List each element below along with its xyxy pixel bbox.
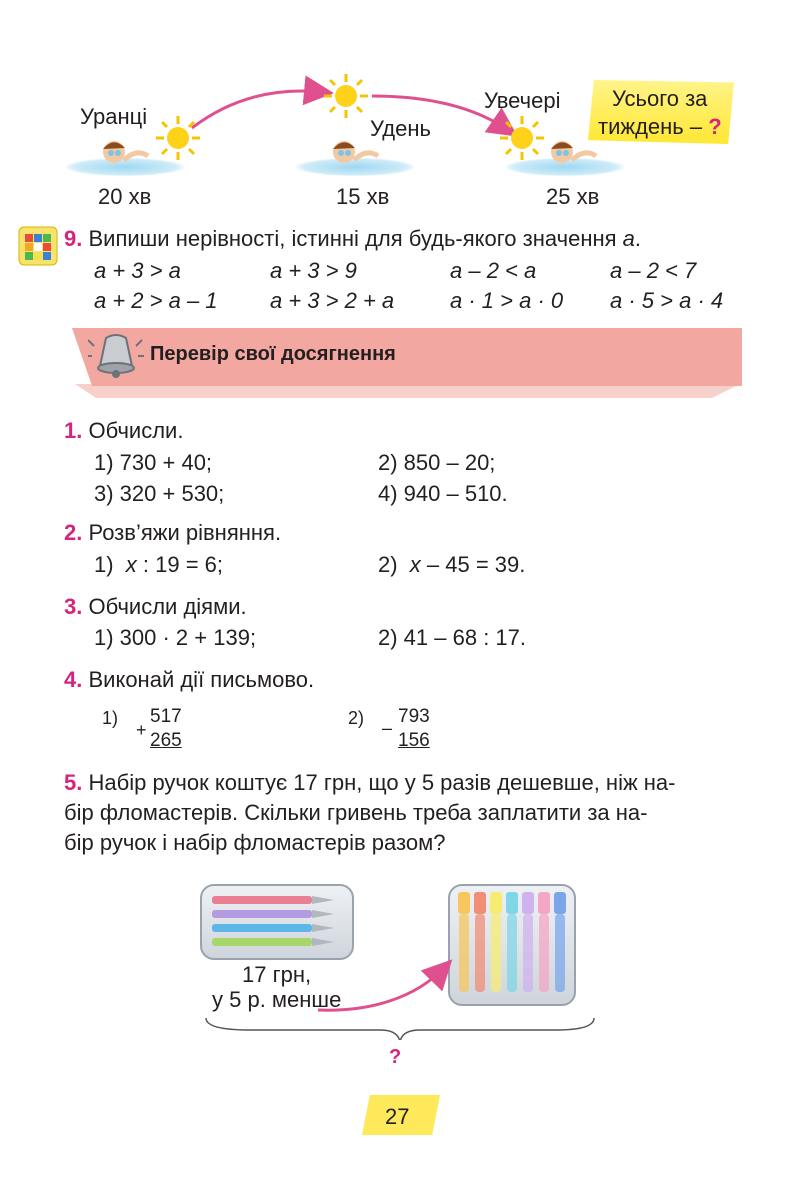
task1-item: 2) 850 – 20; <box>378 450 496 475</box>
task3-item: 2) 41 – 68 : 17. <box>378 625 526 650</box>
inequality: а · 1 > а · 0 <box>450 288 564 313</box>
evening-time: 25 хв <box>546 184 600 209</box>
marker-cap <box>522 892 534 914</box>
column-calc-2-label: 2) <box>348 708 365 728</box>
task1-heading: 1. Обчисли. <box>64 418 184 443</box>
banner-title: Перевір свої досягнення <box>150 343 396 365</box>
swimmer-icon <box>92 134 152 174</box>
pen-tip <box>312 938 334 946</box>
pen-tip <box>312 910 334 918</box>
pens-set-image <box>200 884 354 960</box>
marker-cap <box>538 892 550 914</box>
equation-1: 1) x : 19 = 6; <box>94 552 224 577</box>
column-calc-1-op: + <box>136 720 147 740</box>
column-calc-1-label: 1) <box>102 708 119 728</box>
pen <box>212 938 312 946</box>
inequality: а · 5 > а · 4 <box>610 288 724 313</box>
page-number: 27 <box>385 1104 410 1129</box>
column-calc-2-bottom: 156 <box>398 730 430 751</box>
marker-cap <box>490 892 502 914</box>
marker-cap <box>506 892 518 914</box>
task1-item: 4) 940 – 510. <box>378 481 508 506</box>
pen <box>212 910 312 918</box>
morning-time: 20 хв <box>98 184 152 209</box>
morning-label: Уранці <box>80 104 148 129</box>
inequality: а – 2 < а <box>450 258 537 283</box>
task3-heading: 3. Обчисли діями. <box>64 594 247 619</box>
pen <box>212 896 312 904</box>
marker-cap <box>458 892 470 914</box>
sun-icon <box>322 72 370 120</box>
pens-caption-1: 17 грн, <box>242 962 312 987</box>
column-calc-1-bottom: 265 <box>150 730 182 751</box>
pen <box>212 924 312 932</box>
task1-item: 3) 320 + 530; <box>94 481 225 506</box>
arrow-morning-to-day <box>192 91 322 128</box>
pen-tip <box>312 924 334 932</box>
column-calc-1-top: 517 <box>150 706 182 727</box>
day-time: 15 хв <box>336 184 390 209</box>
total-brace <box>206 1018 594 1040</box>
banner-shadow <box>40 384 740 398</box>
pens-drawing <box>202 886 352 958</box>
bell-icon <box>88 330 144 382</box>
task5-line2: бір фломастерів. Скільки гривень треба заплатити за на- <box>64 800 648 825</box>
comparison-arrow <box>318 968 444 1010</box>
pen-tip <box>312 896 334 904</box>
column-calc-2-top: 793 <box>398 706 430 727</box>
task9-heading: 9. Випиши нерівності, істинні для будь-якого значення а. <box>64 226 642 251</box>
equation-2: 2) x – 45 = 39. <box>378 552 526 577</box>
marker-cap <box>554 892 566 914</box>
inequality: а + 3 > 2 + а <box>270 288 395 313</box>
task5-line1: 5. Набір ручок коштує 17 грн, що у 5 разів дешевше, ніж на- <box>64 770 676 795</box>
column-calc-2-op: – <box>382 718 393 738</box>
task5-line3: бір ручок і набір фломастерів разом? <box>64 830 446 855</box>
swimmer-icon <box>322 134 382 174</box>
inequality: а + 3 > а <box>94 258 181 283</box>
inequality: а + 3 > 9 <box>270 258 357 283</box>
task2-heading: 2. Розв’яжи рівняння. <box>64 520 282 545</box>
total-line1: Усього за <box>612 86 708 111</box>
inequality: а – 2 < 7 <box>610 258 697 283</box>
comparison-arrow-layer <box>0 950 800 1040</box>
marker-cap <box>474 892 486 914</box>
day-label: Удень <box>370 116 431 141</box>
total-question: ? <box>389 1046 402 1068</box>
rubiks-cube-icon <box>18 226 58 266</box>
total-line2: тиждень – ? <box>598 114 722 139</box>
task1-item: 1) 730 + 40; <box>94 450 213 475</box>
pens-caption-2: у 5 р. менше <box>212 987 342 1012</box>
evening-label: Увечері <box>484 88 561 113</box>
task3-item: 1) 300 · 2 + 139; <box>94 625 257 650</box>
task4-heading: 4. Виконай дії письмово. <box>64 667 315 692</box>
inequality: а + 2 > а – 1 <box>94 288 218 313</box>
